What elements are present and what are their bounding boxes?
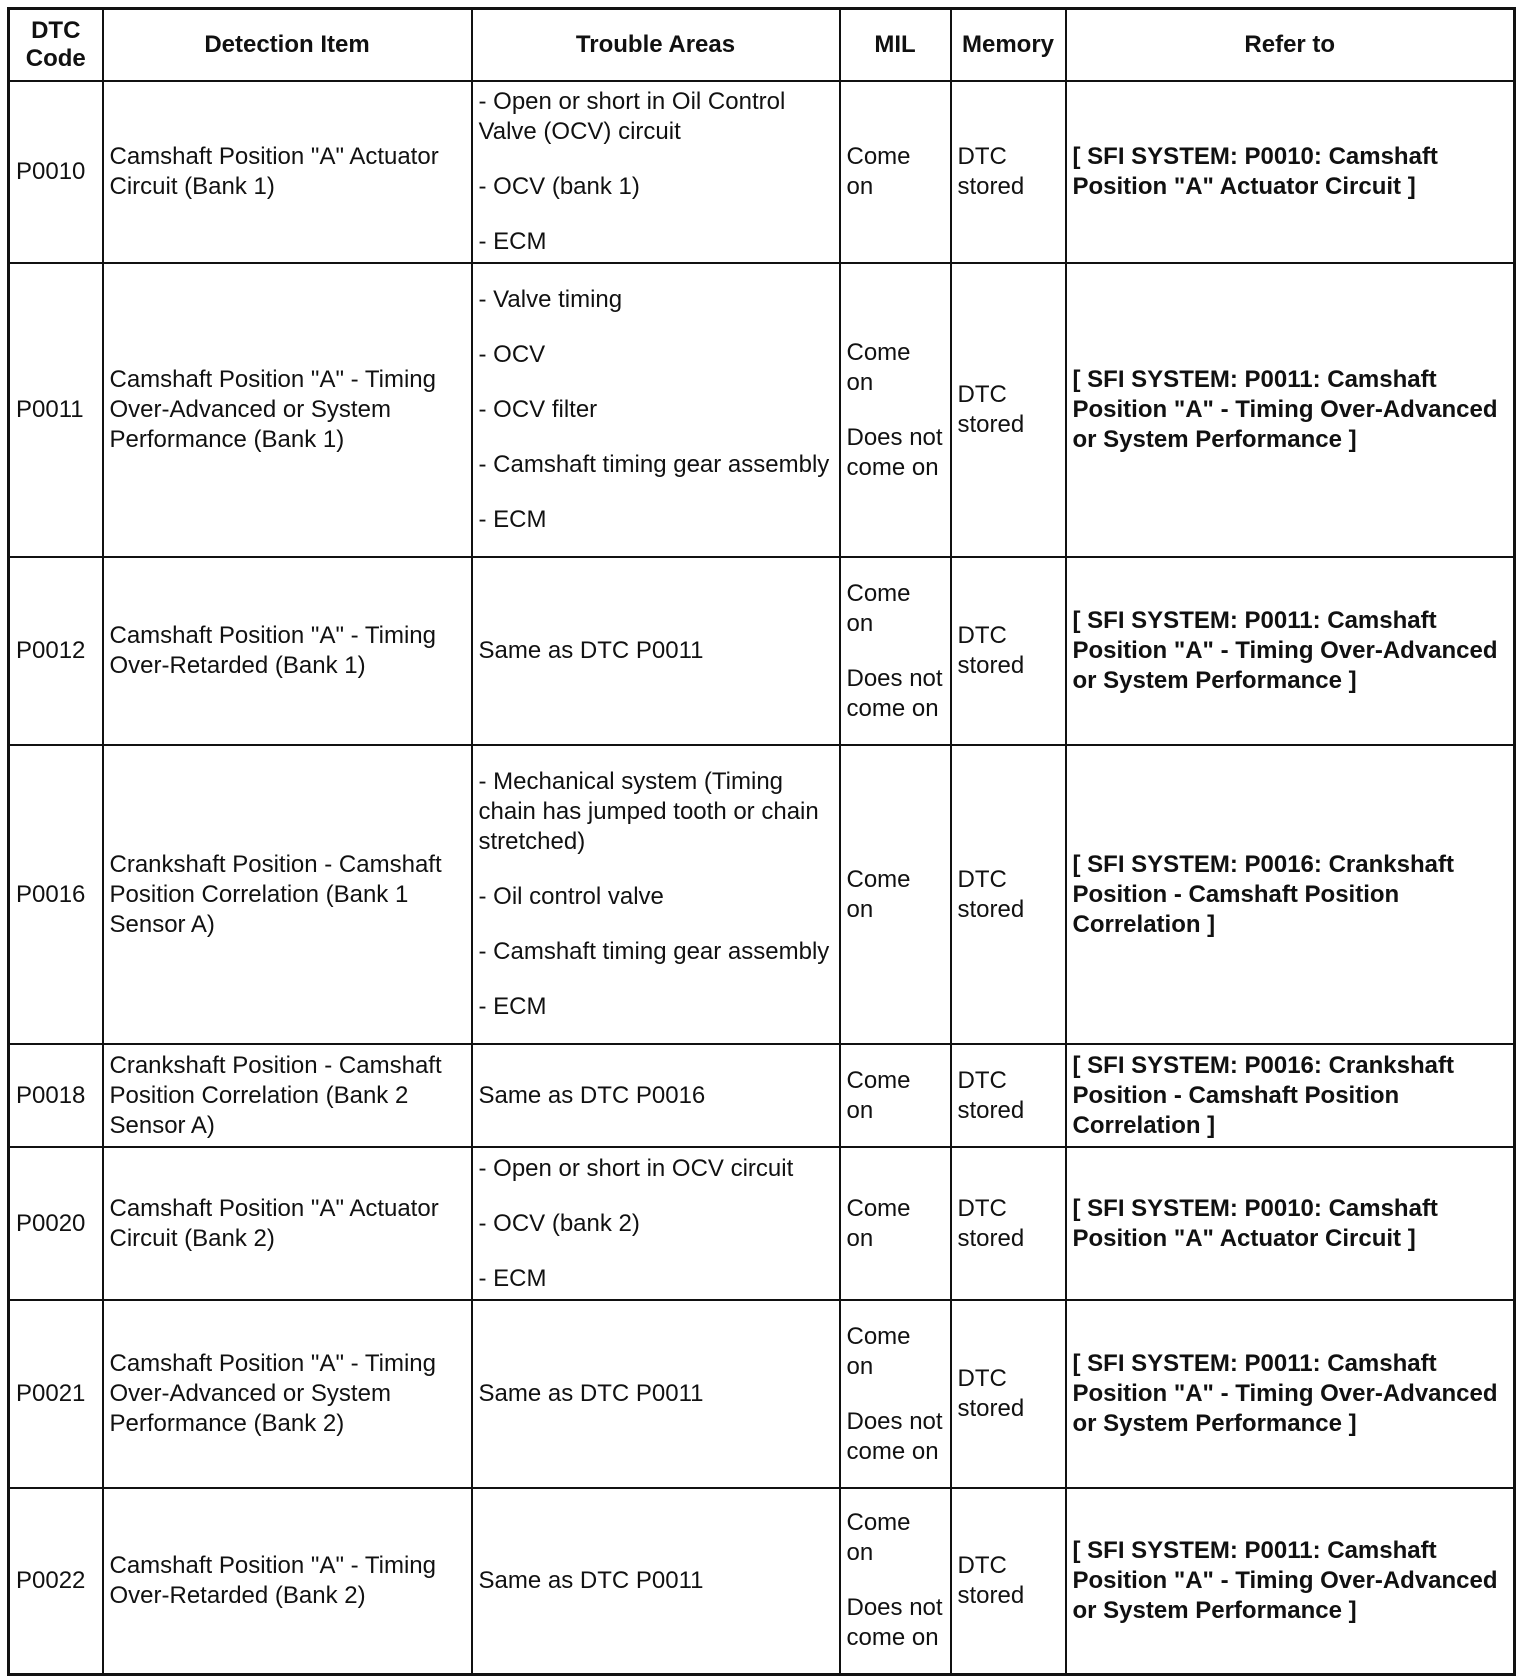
- mil-cell: [840, 1147, 951, 1300]
- table-header-row: [9, 9, 1515, 82]
- mil-cell: [840, 745, 951, 1044]
- detection-item-cell: Camshaft Position "A" Actuator Circuit (Bank 1): [103, 81, 472, 263]
- trouble-area-item: - ECM: [478, 1264, 547, 1292]
- dtc-code-cell: P0020: [9, 1147, 103, 1300]
- mil-status: Come on: [846, 1322, 911, 1380]
- header-refer-to: Refer to: [1066, 9, 1515, 82]
- detection-item-cell: Camshaft Position "A" - Timing Over-Retarded (Bank 1): [103, 557, 472, 745]
- table-row: [9, 557, 1515, 745]
- dtc-code-cell: P0012: [9, 557, 103, 745]
- trouble-area-item: Same as DTC P0016: [478, 1081, 706, 1109]
- memory-cell: DTC stored: [951, 81, 1066, 263]
- detection-item-cell: Crankshaft Position - Camshaft Position Correlation (Bank 1 Sensor A): [103, 745, 472, 1044]
- refer-to-cell: [ SFI SYSTEM: P0016: Crankshaft Position - Camshaft Position Correlation ]: [1066, 745, 1515, 1044]
- trouble-area-item: - Open or short in OCV circuit: [478, 1154, 794, 1182]
- trouble-area-item: - OCV (bank 1): [478, 173, 640, 200]
- table-row: [9, 81, 1515, 263]
- table-row: [9, 745, 1515, 1044]
- trouble-areas-cell: [472, 1044, 840, 1147]
- mil-status: Does not come on: [846, 1594, 943, 1652]
- detection-item-cell: Crankshaft Position - Camshaft Position Correlation (Bank 2 Sensor A): [103, 1044, 472, 1147]
- trouble-area-item: Same as DTC P0011: [478, 637, 704, 664]
- header-trouble-areas: Trouble Areas: [472, 9, 840, 82]
- mil-cell: [840, 81, 951, 263]
- trouble-area-item: Same as DTC P0011: [478, 1566, 704, 1594]
- trouble-areas-cell: [472, 1147, 840, 1300]
- table-row: [9, 1147, 1515, 1300]
- header-dtc-code: DTC Code: [9, 9, 103, 82]
- mil-cell: [840, 1488, 951, 1674]
- mil-status: Does not come on: [846, 423, 943, 481]
- detection-item-cell: Camshaft Position "A" - Timing Over-Retarded (Bank 2): [103, 1488, 472, 1674]
- detection-item-cell: Camshaft Position "A" Actuator Circuit (Bank 2): [103, 1147, 472, 1300]
- mil-cell: [840, 557, 951, 745]
- detection-item-cell: Camshaft Position "A" - Timing Over-Advanced or System Performance (Bank 2): [103, 1300, 472, 1488]
- dtc-code-cell: P0010: [9, 81, 103, 263]
- trouble-area-item: - Valve timing: [478, 286, 623, 313]
- refer-to-cell: [ SFI SYSTEM: P0011: Camshaft Position "A" - Timing Over-Advanced or System Performance ]: [1066, 1300, 1515, 1488]
- memory-cell: DTC stored: [951, 745, 1066, 1044]
- mil-status: Come on: [846, 865, 911, 923]
- trouble-areas-cell: [472, 745, 840, 1044]
- trouble-area-item: - ECM: [478, 506, 547, 533]
- memory-cell: DTC stored: [951, 263, 1066, 557]
- dtc-code-cell: P0022: [9, 1488, 103, 1674]
- trouble-area-item: - Mechanical system (Timing chain has jumped tooth or chain stretched): [478, 768, 819, 855]
- trouble-area-item: - ECM: [478, 228, 547, 255]
- mil-cell: [840, 1300, 951, 1488]
- header-mil: MIL: [840, 9, 951, 82]
- detection-item-cell: Camshaft Position "A" - Timing Over-Advanced or System Performance (Bank 1): [103, 263, 472, 557]
- memory-cell: DTC stored: [951, 1044, 1066, 1147]
- trouble-areas-cell: [472, 557, 840, 745]
- dtc-code-cell: P0021: [9, 1300, 103, 1488]
- trouble-area-item: - OCV filter: [478, 396, 598, 423]
- mil-status: Come on: [846, 338, 911, 396]
- memory-cell: DTC stored: [951, 1300, 1066, 1488]
- trouble-area-item: - ECM: [478, 993, 547, 1020]
- trouble-areas-cell: [472, 81, 840, 263]
- trouble-area-item: - OCV (bank 2): [478, 1209, 640, 1237]
- mil-status: Come on: [846, 1194, 911, 1252]
- memory-cell: DTC stored: [951, 557, 1066, 745]
- trouble-areas-cell: [472, 263, 840, 557]
- refer-to-cell: [ SFI SYSTEM: P0011: Camshaft Position "A" - Timing Over-Advanced or System Performance ]: [1066, 1488, 1515, 1674]
- mil-status: Come on: [846, 579, 911, 637]
- trouble-area-item: - Open or short in Oil Control Valve (OCV) circuit: [478, 88, 786, 145]
- table-row: [9, 263, 1515, 557]
- header-memory: Memory: [951, 9, 1066, 82]
- refer-to-cell: [ SFI SYSTEM: P0016: Crankshaft Position - Camshaft Position Correlation ]: [1066, 1044, 1515, 1147]
- table-row: [9, 1300, 1515, 1488]
- refer-to-cell: [ SFI SYSTEM: P0011: Camshaft Position "A" - Timing Over-Advanced or System Performance ]: [1066, 557, 1515, 745]
- table-row: [9, 1044, 1515, 1147]
- trouble-area-item: - OCV: [478, 341, 546, 368]
- memory-cell: DTC stored: [951, 1488, 1066, 1674]
- trouble-area-item: Same as DTC P0011: [478, 1380, 704, 1407]
- trouble-area-item: - Camshaft timing gear assembly: [478, 451, 830, 478]
- trouble-area-item: - Camshaft timing gear assembly: [478, 938, 830, 965]
- refer-to-cell: [ SFI SYSTEM: P0010: Camshaft Position "A" Actuator Circuit ]: [1066, 1147, 1515, 1300]
- header-detection-item: Detection Item: [103, 9, 472, 82]
- mil-status: Come on: [846, 143, 911, 200]
- memory-cell: DTC stored: [951, 1147, 1066, 1300]
- mil-status: Come on: [846, 1509, 911, 1567]
- mil-cell: [840, 263, 951, 557]
- trouble-areas-cell: [472, 1488, 840, 1674]
- trouble-area-item: - Oil control valve: [478, 883, 664, 910]
- mil-cell: [840, 1044, 951, 1147]
- dtc-code-cell: P0011: [9, 263, 103, 557]
- dtc-code-cell: P0018: [9, 1044, 103, 1147]
- mil-status: Does not come on: [846, 664, 943, 722]
- dtc-code-cell: P0016: [9, 745, 103, 1044]
- mil-status: Does not come on: [846, 1407, 943, 1465]
- dtc-table: [7, 7, 1516, 1676]
- refer-to-cell: [ SFI SYSTEM: P0011: Camshaft Position "A" - Timing Over-Advanced or System Performance ]: [1066, 263, 1515, 557]
- table-row: [9, 1488, 1515, 1674]
- table-body: [9, 81, 1515, 1674]
- mil-status: Come on: [846, 1066, 911, 1124]
- trouble-areas-cell: [472, 1300, 840, 1488]
- refer-to-cell: [ SFI SYSTEM: P0010: Camshaft Position "A" Actuator Circuit ]: [1066, 81, 1515, 263]
